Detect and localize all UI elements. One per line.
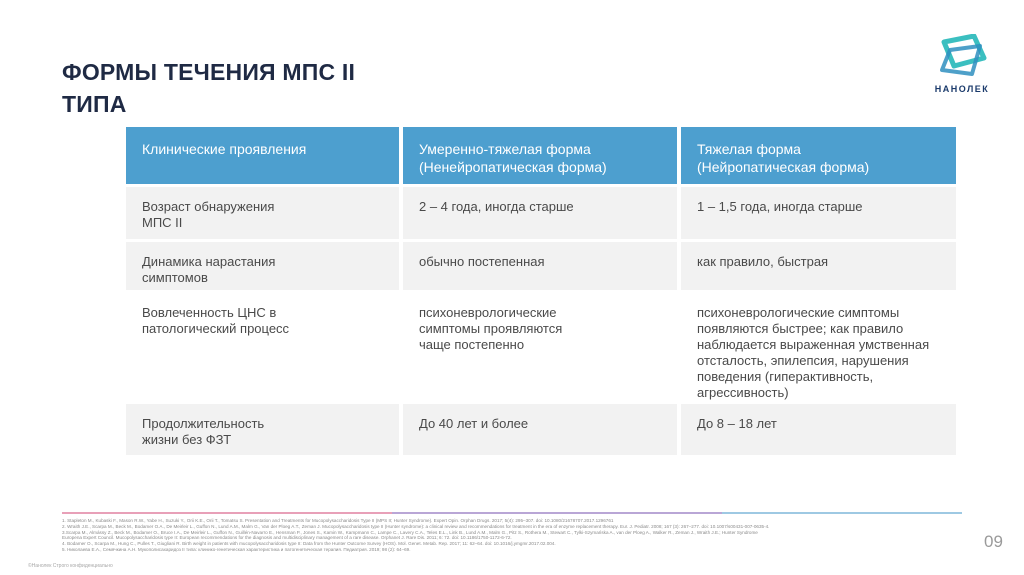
table-row [126,242,956,290]
slide-title-line-2: ТИПА [62,91,127,117]
severe-value-cell: До 8 – 18 лет [681,404,956,455]
moderate-value-cell: 2 – 4 года, иногда старше [403,187,677,239]
table-row [126,293,956,401]
moderate-value-cell: психоневрологические симптомы проявляются чаще постепенно [403,293,677,401]
table-header-row [126,127,956,184]
header-cell-moderate-form: Умеренно-тяжелая форма (Ненейропатическая форма) [403,127,677,184]
logo-mark-icon [924,34,1000,84]
comparison-table [126,127,956,455]
row-label-cell: Динамика нарастания симптомов [126,242,399,290]
row-label-cell: Вовлеченность ЦНС в патологический процесс [126,293,399,401]
reference-item: 3.Scarpa M., Almássy Z., Beck M., Bodamer O., Bruce I.A., De Meirleir L., Guffon N., Guillén-Navarro E., Hensman P., Jones S., Kamin W., Kampmann C., Lampe C., Lavery C.A., Teles E.L., Link B., Lund A.M., Malm G., Pitz S., Rothera M., Stewart C., Tylki-Szymańska A., van der Ploeg A., Walker R., Zeman J., Wraith J.E.; Hunter Syndrome [62,529,758,535]
header-cell-manifestations: Клинические проявления [126,127,399,184]
reference-item: 4. Bodamer O., Scarpa M., Hung C., Pulles T., Giugliani R. Birth weight in patients with mucopolysaccharidosis type II: Data from the Hunter Outcome Survey (HOS). Mol. Genet. Metab. Rep. 2017; 11: 62–64. doi: 10.1016/j.ymgmr.2017.02.004. [62,541,556,547]
company-logo [924,34,1000,104]
row-label-cell: Продолжительность жизни без ФЗТ [126,404,399,455]
severe-value-cell: психоневрологические симптомы появляются быстрее; как правило наблюдается выраженная умственная отсталость, эпилепсия, нарушения поведения (гиперактивность, агрессивность) [681,293,956,401]
copyright-note: ©Нанолек Строго конфиденциально [28,563,113,569]
reference-item: Europena Expert Council. Mucopolysaccharidosis type II: European recommendations for the diagnosis and multidisciplinary management of a rare disease. Orphanet J. Rare Dis. 2011; 6: 72. doi: 10.1186/1750-1172-6-72. [62,535,512,541]
table-row [126,187,956,239]
slide-title [62,56,482,120]
moderate-value-cell: До 40 лет и более [403,404,677,455]
reference-item: 1. Stapleton M., Kubaski F., Mason R.W., Yabe H., Suzuki Y., Orii K.E., Orii T., Tomatsu S. Presentation and Treatments for Mucopolysaccharidosis Type II (MPS II; Hunter Syndrome). Expert Opin. Orphan Drugs. 2017; 5(4): 295–307. doi: 10.1080/21678707.2017.1296761 [62,518,614,523]
reference-item: 5. Николаева Е.А., Семячкина А.Н. Мукополисахаридоз II типа: клинико-генетическая характеристика и патогенетическая терапия. Педиатрия. 2019; 98 (2): 64–69. [62,546,411,552]
severe-value-cell: как правило, быстрая [681,242,956,290]
logo-text: НАНОЛЕК [934,84,990,94]
footer-divider [62,512,962,514]
moderate-value-cell: обычно постепенная [403,242,677,290]
page-number: 09 [984,532,1003,551]
slide-title-line-1: ФОРМЫ ТЕЧЕНИЯ МПС II [62,59,356,85]
severe-value-cell: 1 – 1,5 года, иногда старше [681,187,956,239]
reference-item: 2. Wraith J.E., Scarpa M., Beck M., Bodamer O.A., De Meirleir L., Guffon N., Lund A.M., Malm G., Van der Ploeg A.T., Zeman J. Mucopolysaccharidosis type II (Hunter syndrome): a clinical review and recommendations for treatment in the era of enzyme replacement therapy. Eur. J. Pediatr. 2008; 167 (3): 267–277. doi: 10.1007/s00431-007-0635-4. [62,523,770,529]
row-label-cell: Возраст обнаружения МПС II [126,187,399,239]
header-cell-severe-form: Тяжелая форма (Нейропатическая форма) [681,127,956,184]
table-row [126,404,956,455]
references-list [62,518,962,553]
